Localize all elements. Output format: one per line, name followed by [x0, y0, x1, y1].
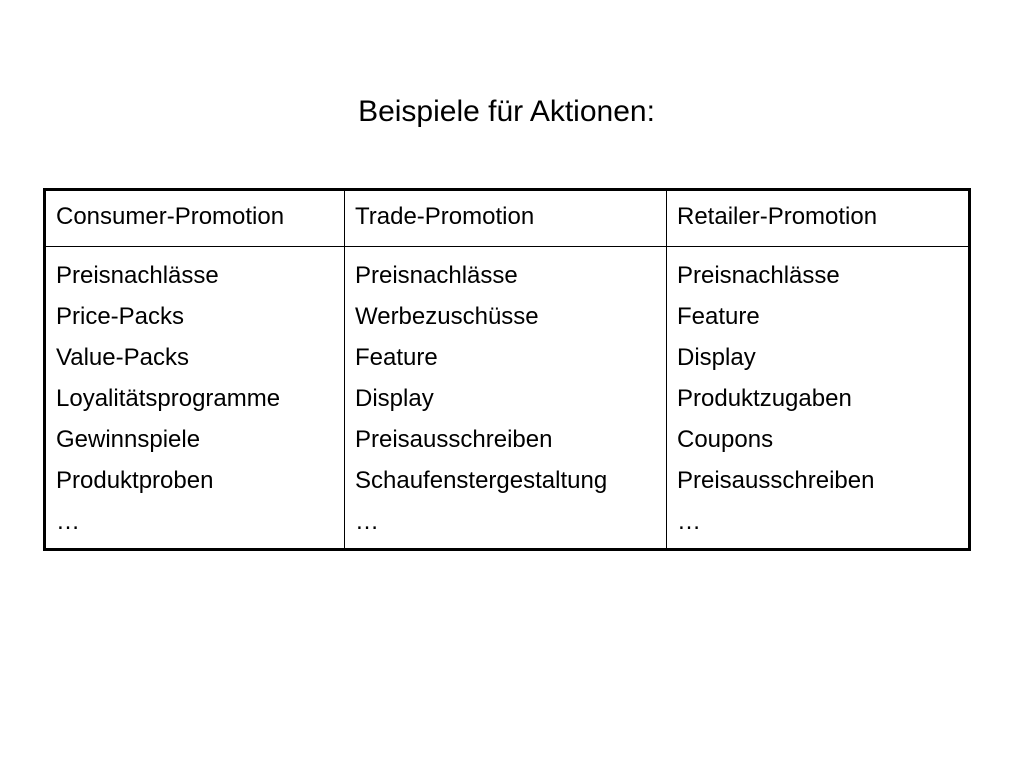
list-item: Price-Packs — [56, 303, 185, 330]
retailer-promotion-cell — [667, 247, 970, 550]
table-header-row — [45, 190, 970, 247]
list-item: Preisnachlässe — [677, 262, 840, 289]
list-item: Display — [677, 344, 756, 371]
table-row — [45, 247, 970, 550]
list-item: Werbezuschüsse — [355, 303, 539, 330]
list-item: … — [56, 508, 80, 535]
list-item: Preisausschreiben — [355, 426, 553, 453]
list-item: Preisnachlässe — [56, 262, 219, 289]
list-item: … — [355, 508, 379, 535]
consumer-promotion-cell — [45, 247, 345, 550]
list-item: Schaufenstergestaltung — [355, 467, 608, 494]
list-item: Produktproben — [56, 467, 214, 494]
list-item: … — [677, 508, 701, 535]
list-item: Preisausschreiben — [677, 467, 875, 494]
list-item: Feature — [355, 344, 438, 371]
list-item: Gewinnspiele — [56, 426, 201, 453]
list-item: Preisnachlässe — [355, 262, 518, 289]
retailer-promotion-list — [677, 255, 958, 542]
list-item: Coupons — [677, 426, 774, 453]
header-retailer-promotion: Retailer-Promotion — [667, 190, 970, 247]
trade-promotion-cell — [345, 247, 667, 550]
list-item: Loyalitätsprogramme — [56, 385, 281, 412]
list-item: Produktzugaben — [677, 385, 852, 412]
header-trade-promotion: Trade-Promotion — [345, 190, 667, 247]
list-item: Value-Packs — [56, 344, 189, 371]
header-consumer-promotion: Consumer-Promotion — [45, 190, 345, 247]
consumer-promotion-list — [56, 255, 334, 542]
trade-promotion-list — [355, 255, 656, 542]
promotion-table — [43, 188, 971, 551]
slide-title: Beispiele für Aktionen: — [358, 95, 655, 128]
list-item: Display — [355, 385, 434, 412]
list-item: Feature — [677, 303, 760, 330]
